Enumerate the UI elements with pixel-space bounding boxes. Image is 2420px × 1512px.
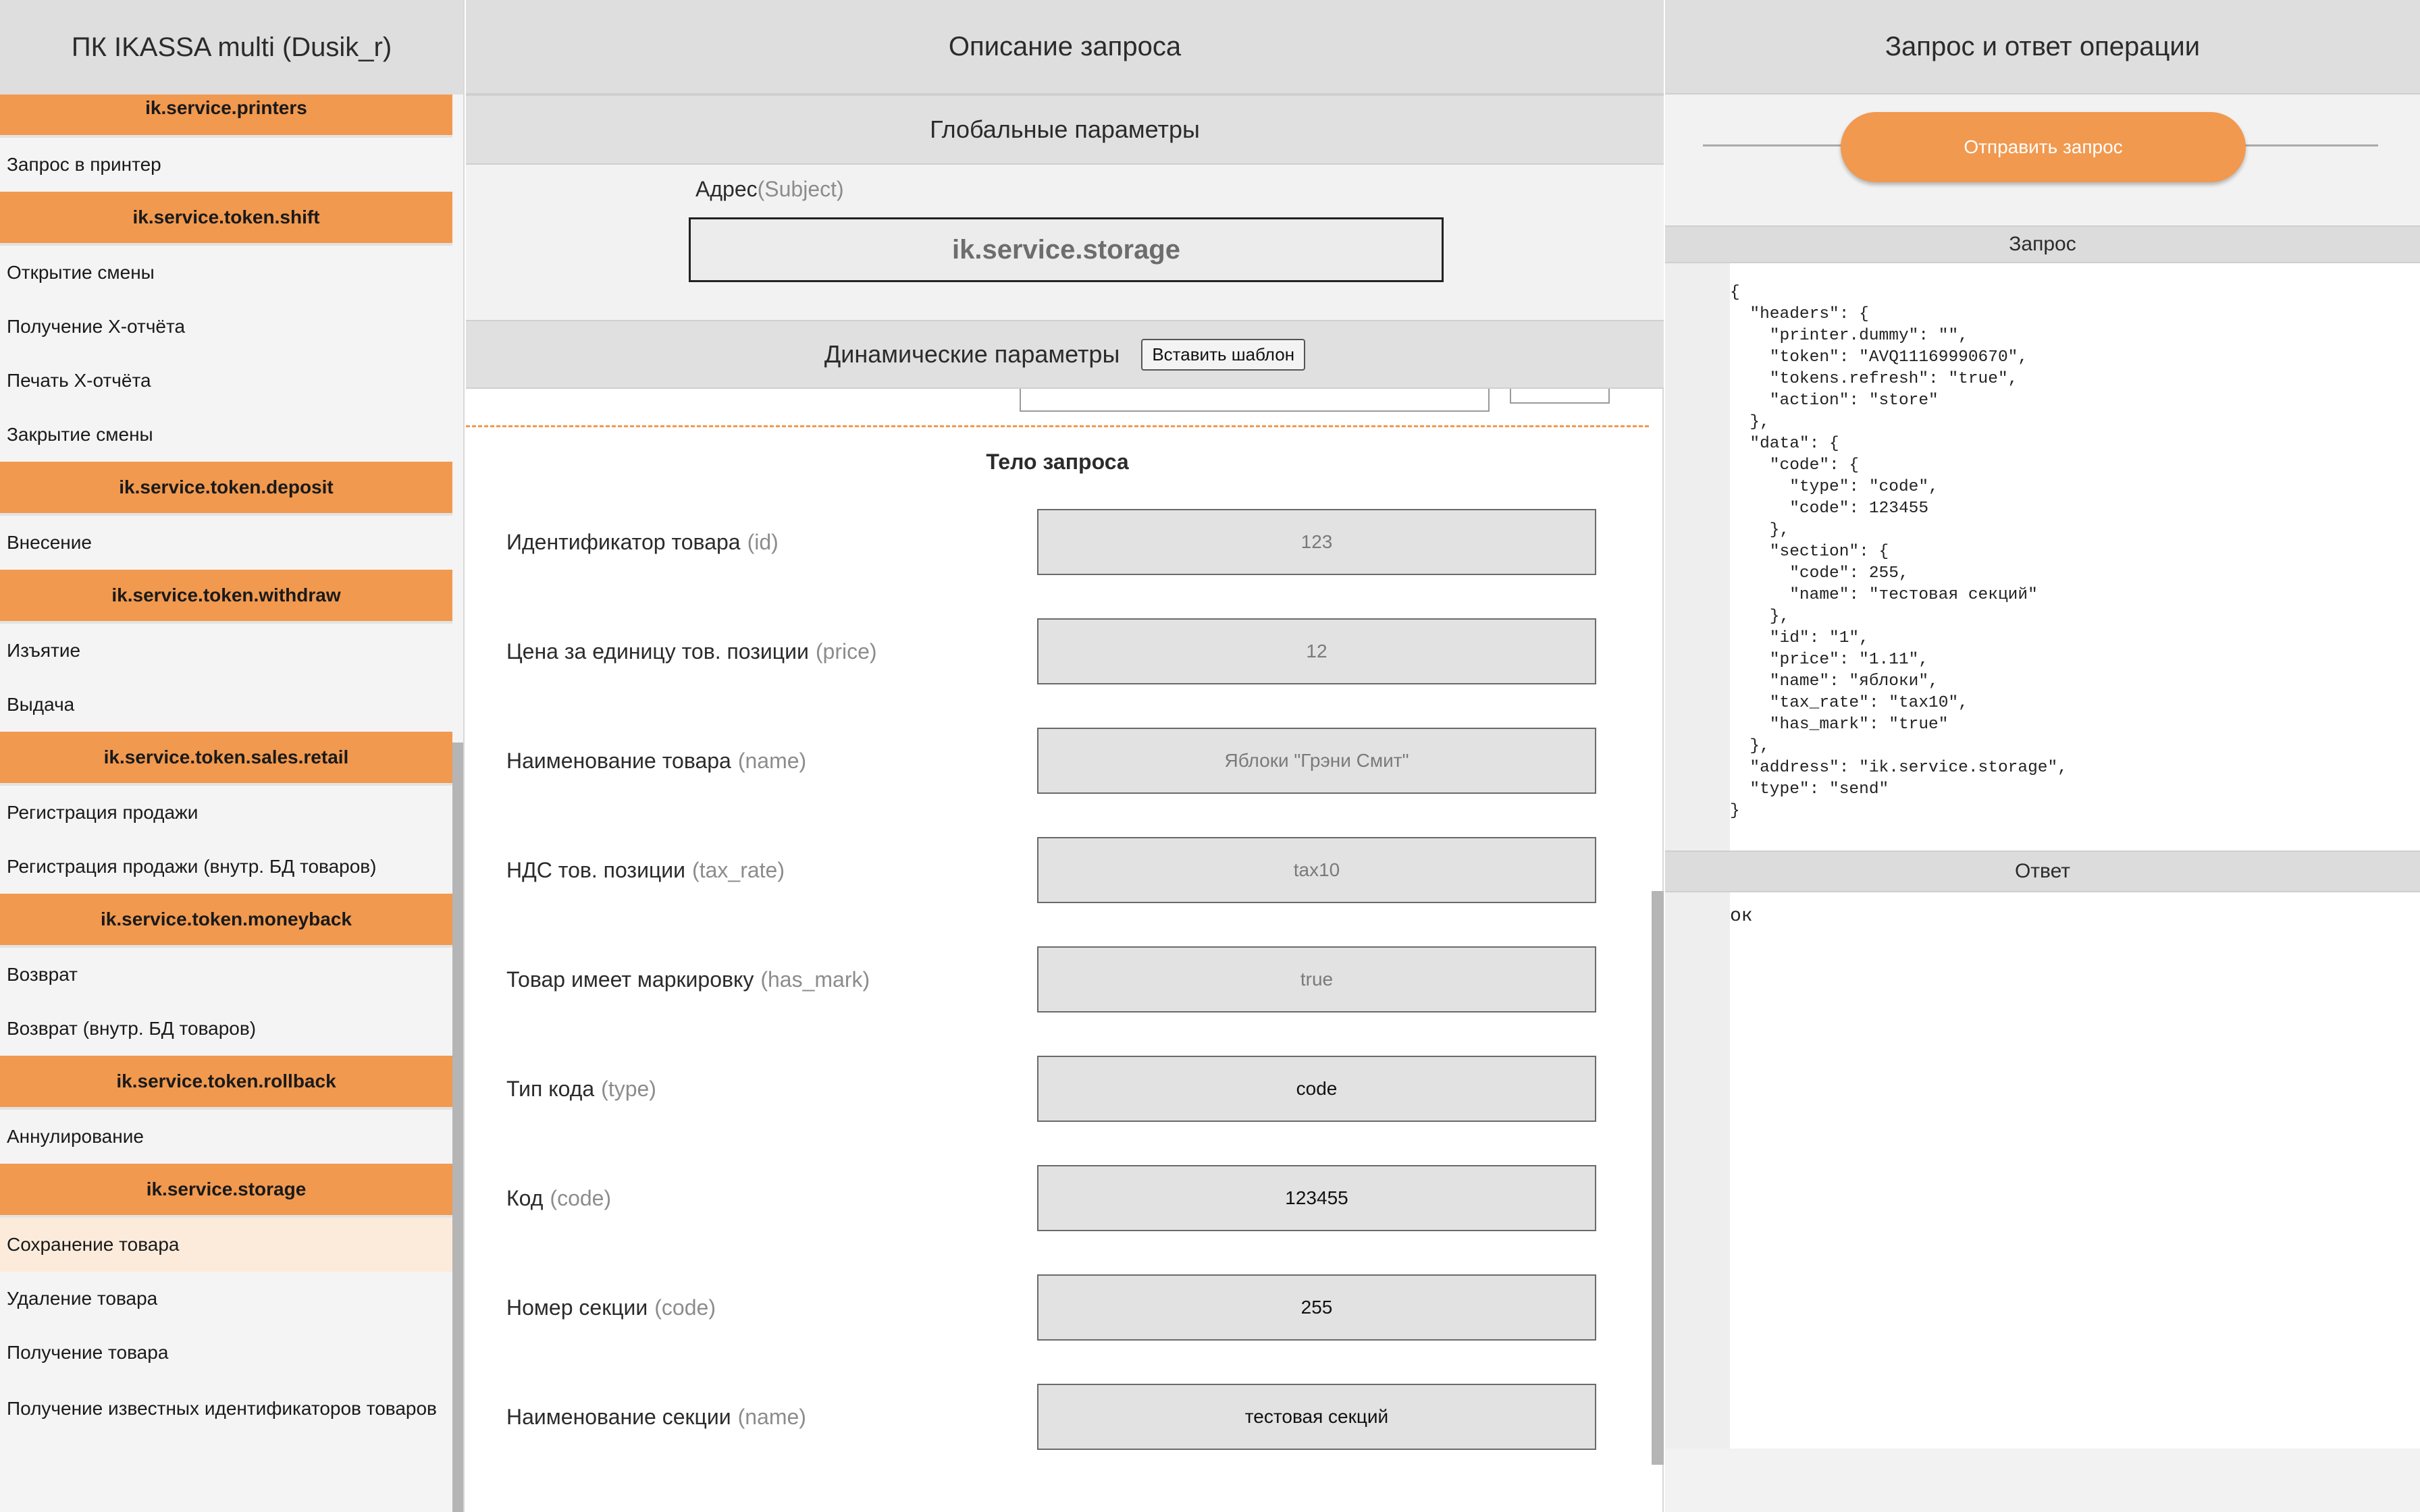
sidebar-item[interactable]: Выдача: [0, 678, 452, 732]
field-input[interactable]: 123455: [1037, 1165, 1596, 1231]
sidebar-title: ПК IKASSA multi (Dusik_r): [0, 0, 463, 94]
sidebar-group: ik.service.token.moneyback: [0, 894, 452, 948]
sidebar-item[interactable]: Печать X-отчёта: [0, 354, 452, 408]
request-description-panel: [466, 0, 1664, 1512]
sidebar-item[interactable]: Запрос в принтер: [0, 138, 452, 192]
field-input[interactable]: tax10: [1037, 837, 1596, 903]
field-label: [506, 1274, 716, 1341]
field-label-text: Товар имеет маркировку: [506, 967, 754, 992]
sidebar-group: ik.service.storage: [0, 1164, 452, 1218]
sidebar-item[interactable]: Открытие смены: [0, 246, 452, 300]
field-key: (id): [747, 529, 779, 554]
field-label-text: Наименование секции: [506, 1404, 731, 1429]
sidebar-item[interactable]: Регистрация продажи: [0, 786, 452, 840]
field-key: (name): [737, 748, 807, 773]
field-key: (has_mark): [760, 967, 870, 992]
sidebar-item-active[interactable]: Сохранение товара: [0, 1218, 452, 1272]
address-input[interactable]: ik.service.storage: [689, 217, 1444, 282]
field-label: [506, 1056, 656, 1122]
sidebar-menu: [0, 94, 452, 1512]
section-divider: [466, 425, 1649, 427]
sidebar-item[interactable]: Получение X-отчёта: [0, 300, 452, 354]
insert-template-button[interactable]: Вставить шаблон: [1141, 339, 1305, 371]
sidebar-item[interactable]: Возврат: [0, 948, 452, 1002]
dynamic-param-button[interactable]: [1510, 389, 1610, 404]
field-input[interactable]: true: [1037, 946, 1596, 1013]
response-text[interactable]: ок: [1730, 892, 2420, 1449]
field-input[interactable]: 12: [1037, 618, 1596, 684]
sidebar-scrollbar[interactable]: [452, 742, 463, 1512]
field-input[interactable]: Яблоки "Грэни Смит": [1037, 728, 1596, 794]
sidebar: [0, 0, 465, 1512]
operation-panel: [1665, 0, 2420, 1512]
address-label-text: Адрес: [695, 177, 758, 201]
sidebar-item[interactable]: Удаление товара: [0, 1272, 452, 1326]
sidebar-group: ik.service.printers: [0, 94, 452, 138]
field-label: [506, 728, 806, 794]
request-area: [1665, 263, 2420, 850]
field-label: [506, 946, 870, 1013]
sidebar-item[interactable]: Регистрация продажи (внутр. БД товаров): [0, 840, 452, 894]
field-input[interactable]: code: [1037, 1056, 1596, 1122]
sidebar-group: ik.service.token.deposit: [0, 462, 452, 516]
field-label-text: Цена за единицу тов. позиции: [506, 639, 809, 664]
field-label-text: Идентификатор товара: [506, 529, 741, 554]
field-key: (tax_rate): [692, 857, 785, 882]
request-json[interactable]: { "headers": { "printer.dummy": "", "token": "AVQ11169990670", "tokens.refresh": "true", "action": "store" }, "data": { "code": { "type": "code", "code": 123455 }, "section": { "code": 255, "name": "тестовая секций" }, "id": "1", "price": "1.11", "name": "яблоки", "tax_rate": "tax10", "has_mark": "true" }, "address": "ik.service.storage", "type": "send" }: [1730, 263, 2420, 850]
dynamic-params-title: Динамические параметры: [824, 340, 1120, 368]
field-label: [506, 837, 785, 903]
sidebar-item[interactable]: Возврат (внутр. БД товаров): [0, 1002, 452, 1056]
field-key: (name): [737, 1404, 806, 1429]
dynamic-param-input[interactable]: [1020, 389, 1490, 412]
sidebar-item[interactable]: Внесение: [0, 516, 452, 570]
panel-title: Запрос и ответ операции: [1665, 0, 2420, 94]
address-key: (Subject): [757, 177, 844, 201]
field-label: [506, 1165, 611, 1231]
field-label: [506, 618, 877, 684]
field-label-text: Код: [506, 1185, 544, 1210]
field-label-text: Номер секции: [506, 1295, 648, 1320]
field-label: [506, 509, 779, 575]
field-key: (code): [550, 1185, 612, 1210]
field-label-text: НДС тов. позиции: [506, 857, 686, 882]
sidebar-group: ik.service.token.sales.retail: [0, 732, 452, 786]
sidebar-group: ik.service.token.withdraw: [0, 570, 452, 624]
sidebar-group: ik.service.token.shift: [0, 192, 452, 246]
address-label: [695, 177, 844, 202]
sidebar-item[interactable]: Закрытие смены: [0, 408, 452, 462]
dynamic-params-header: [466, 320, 1664, 389]
sidebar-item[interactable]: Получение известных идентификаторов товаров: [0, 1380, 452, 1454]
field-input[interactable]: 123: [1037, 509, 1596, 575]
field-label: [506, 1384, 806, 1450]
field-input[interactable]: тестовая секций: [1037, 1384, 1596, 1450]
sidebar-item[interactable]: Получение товара: [0, 1326, 452, 1380]
response-header: Ответ: [1665, 850, 2420, 892]
description-scrollbar[interactable]: [1652, 891, 1664, 1465]
global-params-header: Глобальные параметры: [466, 94, 1664, 165]
global-params-panel: [466, 165, 1664, 320]
field-label-text: Наименование товара: [506, 748, 731, 773]
request-body-title: Тело запроса: [986, 450, 1129, 474]
sidebar-item[interactable]: Изъятие: [0, 624, 452, 678]
field-label-text: Тип кода: [506, 1076, 595, 1101]
field-key: (code): [654, 1295, 716, 1320]
sidebar-group: ik.service.token.rollback: [0, 1056, 452, 1110]
panel-title: Описание запроса: [466, 0, 1664, 94]
field-input[interactable]: 255: [1037, 1274, 1596, 1341]
response-area: [1665, 892, 2420, 1449]
request-header: Запрос: [1665, 225, 2420, 263]
send-request-button[interactable]: Отправить запрос: [1841, 112, 2246, 182]
sidebar-item[interactable]: Аннулирование: [0, 1110, 452, 1164]
field-key: (type): [601, 1076, 656, 1101]
field-key: (price): [815, 639, 877, 664]
